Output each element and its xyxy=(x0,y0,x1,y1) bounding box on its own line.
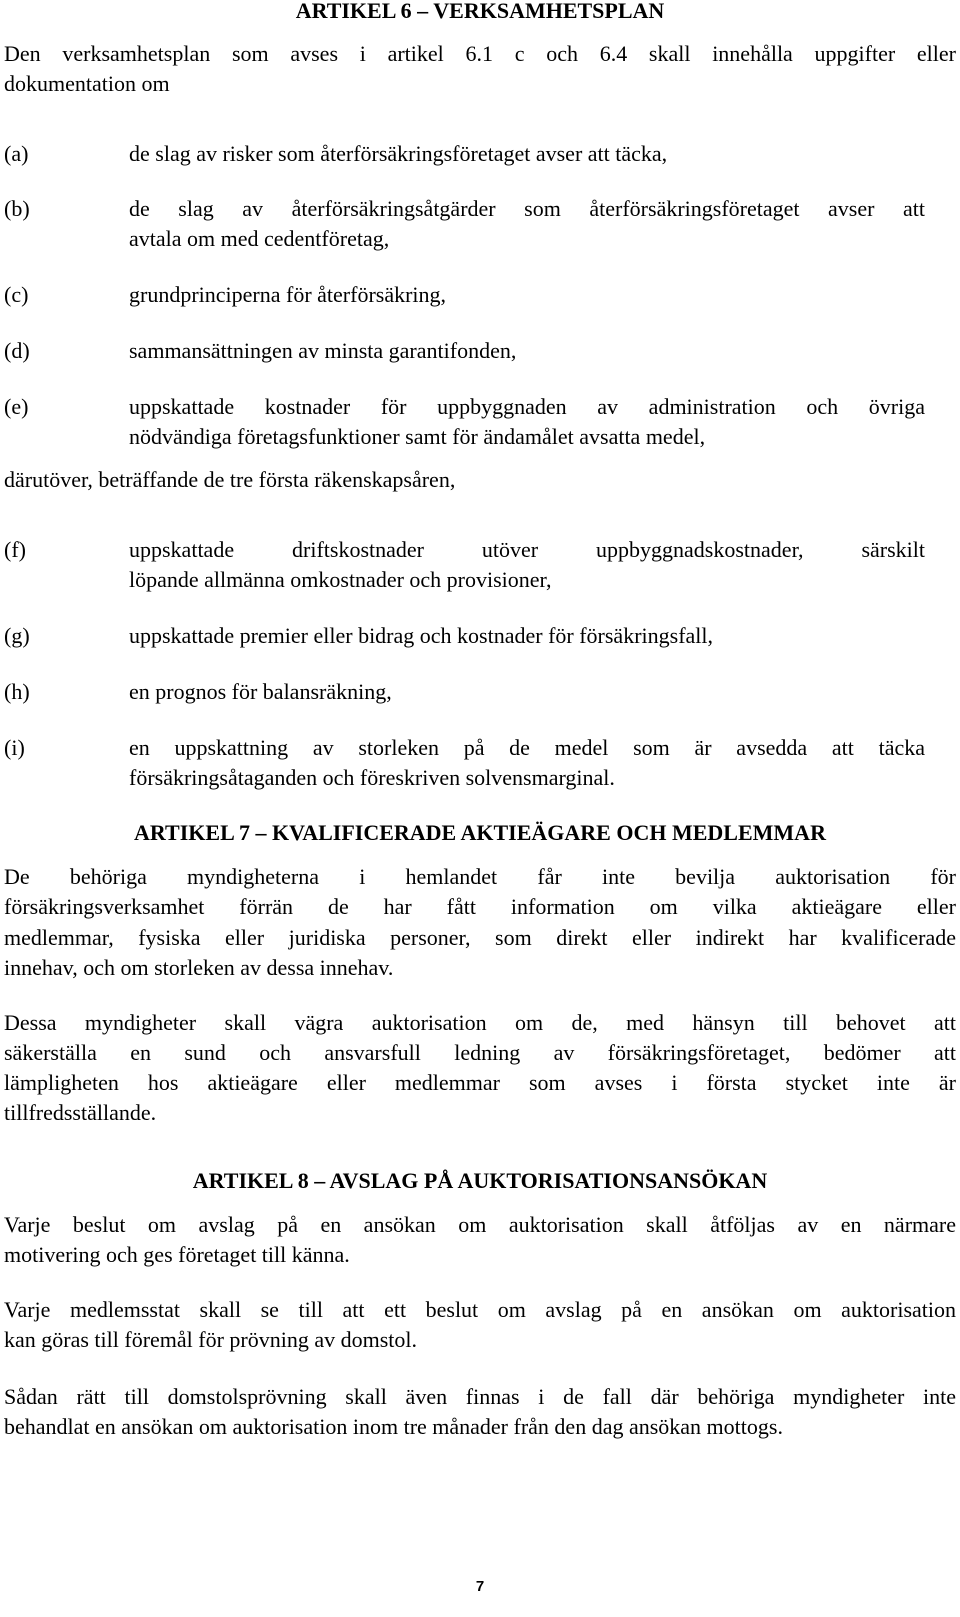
list-item-g-line-1: uppskattade premier eller bidrag och kostnader för försäkringsfall, xyxy=(129,623,714,648)
article-6-heading: ARTIKEL 6 – VERKSAMHETSPLAN xyxy=(295,0,665,23)
article-7-p1-line-1: De behöriga myndigheterna i hemlandet får inte bevilja auktorisation för xyxy=(4,864,956,889)
article-6-middle-text: därutöver, beträffande de tre första räkenskapsåren, xyxy=(4,467,456,492)
list-item-label-e: (e) xyxy=(4,394,29,419)
list-item-label-d: (d) xyxy=(4,338,30,363)
list-item-text-i xyxy=(129,733,925,793)
article-7-p1-line-3: medlemmar, fysiska eller juridiska personer, som direkt eller indirekt har kvalificerade xyxy=(4,925,956,950)
page-number: 7 xyxy=(475,1578,485,1595)
list-item-text-g xyxy=(129,621,925,651)
list-item-text-h xyxy=(129,677,925,707)
list-item-e-line-2: nödvändiga företagsfunktioner samt för ändamålet avsatta medel, xyxy=(129,424,706,449)
article-6-intro-line-2: dokumentation om xyxy=(4,71,170,96)
list-item-label-g: (g) xyxy=(4,623,30,648)
article-8-p2-line-2: kan göras till föremål för prövning av domstol. xyxy=(4,1327,418,1352)
list-item-text-b xyxy=(129,194,925,254)
list-item-b-line-2: avtala om med cedentföretag, xyxy=(129,226,390,251)
list-item-label-i: (i) xyxy=(4,735,25,760)
list-item-a-line-1: de slag av risker som återförsäkringsföretaget avser att täcka, xyxy=(129,141,668,166)
article-8-heading: ARTIKEL 8 – AVSLAG PÅ AUKTORISATIONSANSÖKAN xyxy=(192,1168,768,1193)
list-item-text-a xyxy=(129,139,925,169)
list-item-label-h: (h) xyxy=(4,679,30,704)
list-item-text-f xyxy=(129,535,925,595)
article-7-p2-line-1: Dessa myndigheter skall vägra auktorisation om de, med hänsyn till behovet att xyxy=(4,1010,956,1035)
list-item-text-c xyxy=(129,280,925,310)
article-7-p1-line-4: innehav, och om storleken av dessa innehav. xyxy=(4,955,394,980)
article-8-p1-line-1: Varje beslut om avslag på en ansökan om auktorisation skall åtföljas av en närmare xyxy=(4,1212,956,1237)
article-8-p3-line-2: behandlat en ansökan om auktorisation inom tre månader från den dag ansökan mottogs. xyxy=(4,1414,783,1439)
list-item-f-line-2: löpande allmänna omkostnader och provisioner, xyxy=(129,567,552,592)
list-item-c-line-1: grundprinciperna för återförsäkring, xyxy=(129,282,447,307)
article-6-intro-line-1: Den verksamhetsplan som avses i artikel 6.1 c och 6.4 skall innehålla uppgifter eller xyxy=(4,41,956,66)
article-7-p1-line-2: försäkringsverksamhet förrän de har fått information om vilka aktieägare eller xyxy=(4,894,956,919)
list-item-text-e xyxy=(129,392,925,452)
list-item-d-line-1: sammansättningen av minsta garantifonden, xyxy=(129,338,517,363)
article-8-p2-line-1: Varje medlemsstat skall se till att ett beslut om avslag på en ansökan om auktorisation xyxy=(4,1297,956,1322)
list-item-label-b: (b) xyxy=(4,196,30,221)
article-7-p2-line-3: lämpligheten hos aktieägare eller medlemmar som avses i första stycket inte är xyxy=(4,1070,956,1095)
list-item-text-d xyxy=(129,336,925,366)
list-item-f-line-1: uppskattade driftskostnader utöver uppbyggnadskostnader, särskilt xyxy=(129,537,925,562)
article-7-p2-line-2: säkerställa en sund och ansvarsfull ledning av försäkringsföretaget, bedömer att xyxy=(4,1040,956,1065)
article-7-heading: ARTIKEL 7 – KVALIFICERADE AKTIEÄGARE OCH MEDLEMMAR xyxy=(134,820,826,845)
article-8-p1-line-2: motivering och ges företaget till känna. xyxy=(4,1242,350,1267)
list-item-label-a: (a) xyxy=(4,141,29,166)
list-item-h-line-1: en prognos för balansräkning, xyxy=(129,679,392,704)
list-item-i-line-2: försäkringsåtaganden och föreskriven solvensmarginal. xyxy=(129,765,615,790)
list-item-e-line-1: uppskattade kostnader för uppbyggnaden av administration och övriga xyxy=(129,394,925,419)
list-item-b-line-1: de slag av återförsäkringsåtgärder som återförsäkringsföretaget avser att xyxy=(129,196,925,221)
list-item-label-f: (f) xyxy=(4,537,26,562)
article-7-p2-line-4: tillfredsställande. xyxy=(4,1100,157,1125)
list-item-label-c: (c) xyxy=(4,282,29,307)
article-8-p3-line-1: Sådan rätt till domstolsprövning skall även finnas i de fall där behöriga myndigheter inte xyxy=(4,1384,956,1409)
list-item-i-line-1: en uppskattning av storleken på de medel som är avsedda att täcka xyxy=(129,735,925,760)
